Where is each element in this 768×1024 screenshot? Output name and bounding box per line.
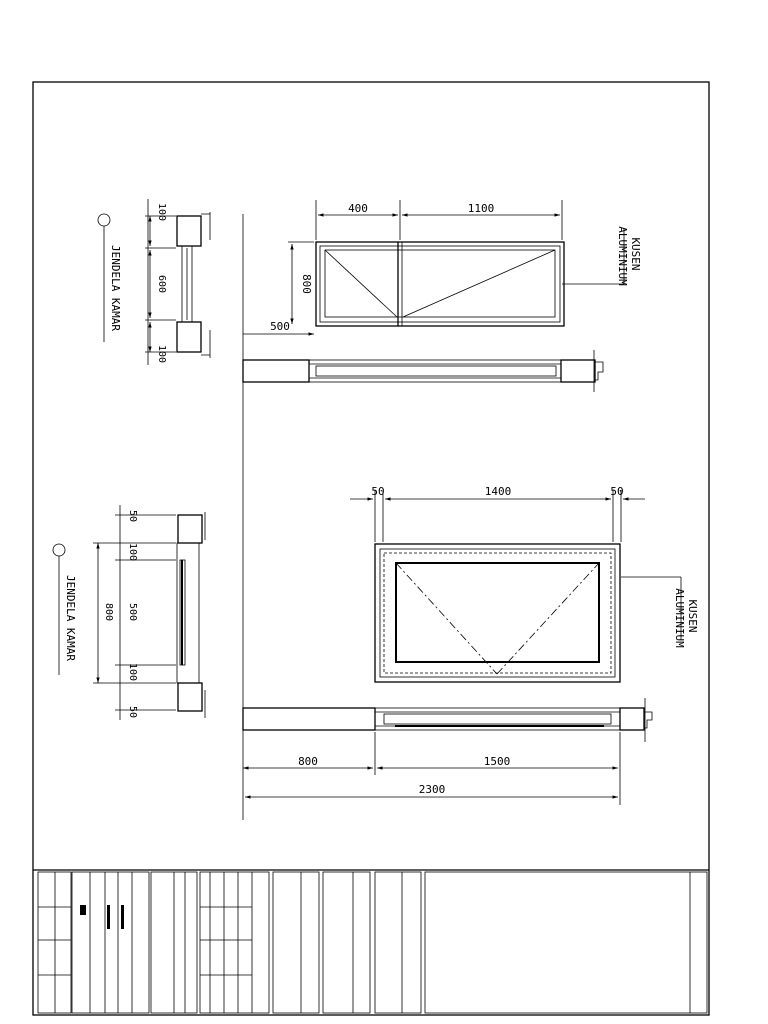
top-window-elevation <box>316 242 564 326</box>
bottom-kusen-label: KUSEN <box>686 599 699 633</box>
bottom-dim-1500: 1500 <box>483 755 511 768</box>
bottom-aluminium-label: ALUMINIUM <box>673 588 686 648</box>
title-block <box>38 872 707 1013</box>
top-window-plan-section <box>243 350 603 392</box>
bottom-dim-50-left: 50 <box>371 485 385 498</box>
top-dim-height: 800 <box>300 274 313 294</box>
bottom-section-dim-50b: 50 <box>127 705 138 719</box>
top-window-title: JENDELA KAMAR <box>109 244 122 332</box>
bottom-dim-800: 800 <box>298 755 318 768</box>
bottom-window-title: JENDELA KAMAR <box>64 574 77 662</box>
top-dim-1100: 1100 <box>467 202 495 215</box>
top-section-dim-600: 600 <box>156 274 167 294</box>
bottom-dim-2300: 2300 <box>418 783 446 796</box>
bottom-section-dim-100a: 100 <box>127 542 138 562</box>
top-section-dim-100b: 100 <box>156 344 167 364</box>
top-title-marker <box>98 214 110 226</box>
bottom-dim-1400: 1400 <box>484 485 512 498</box>
top-window-vertical-section <box>145 199 210 365</box>
bottom-section-dim-800: 800 <box>103 602 114 622</box>
bottom-section-dim-100b: 100 <box>127 662 138 682</box>
top-dim-400: 400 <box>348 202 368 215</box>
top-aluminium-label: ALUMINIUM <box>616 226 629 286</box>
bottom-window-elevation <box>375 544 620 682</box>
bottom-title-marker <box>53 544 65 556</box>
top-kusen-label: KUSEN <box>629 237 642 271</box>
top-dim-500: 500 <box>270 320 290 333</box>
bottom-section-dim-500: 500 <box>127 602 138 622</box>
top-section-dim-100a: 100 <box>156 202 167 222</box>
bottom-dim-50-right: 50 <box>610 485 624 498</box>
top-kusen-leader <box>562 228 624 284</box>
bottom-section-dim-50a: 50 <box>127 509 138 523</box>
bottom-window-plan-section <box>243 698 652 742</box>
bottom-kusen-leader <box>621 577 681 640</box>
